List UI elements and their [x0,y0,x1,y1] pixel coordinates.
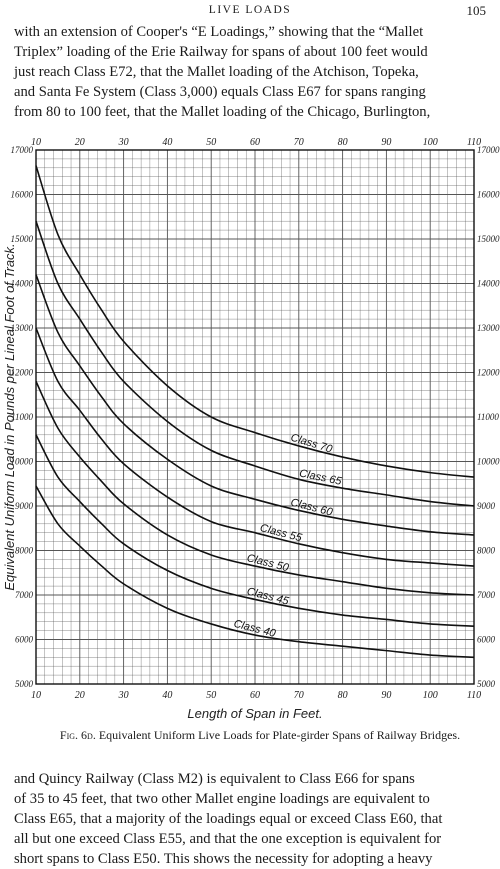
x-tick-label-bottom: 40 [162,690,173,701]
x-tick-label-top: 10 [31,137,41,148]
x-tick-label-bottom: 110 [466,690,482,701]
x-tick-label-top: 90 [381,137,392,148]
y-tick-label-right: 5000 [477,679,495,689]
x-tick-label-bottom: 30 [118,690,129,701]
x-tick-label-bottom: 60 [250,690,260,701]
text-line: and Quincy Railway (Class M2) is equivalent to Class E66 for spans [14,771,415,787]
figure-chart [0,130,500,728]
x-tick-label-bottom: 10 [31,690,41,701]
page-number: 105 [466,3,486,18]
x-tick-label-bottom: 80 [337,690,348,701]
x-tick-label-top: 110 [466,137,482,148]
text-line: short spans to Class E50. This shows the necessity for adopting a heavy [14,851,433,867]
y-tick-label-right: 14000 [477,278,500,289]
figure-caption [40,728,480,743]
text-line: Triplex” loading of the Erie Railway for spans of about 100 feet would [14,44,428,60]
y-tick-label-right: 17000 [477,145,500,155]
x-tick-label-bottom: 50 [206,690,217,701]
x-axis-label: Length of Span in Feet. [187,706,323,721]
chart-grid [36,150,474,684]
curve-label: Class 55 [258,522,304,545]
text-line: Class E65, that a majority of the loadings equal or exceed Class E60, that [14,811,443,827]
x-tick-label-bottom: 20 [74,690,85,701]
y-tick-label-left: 12000 [10,367,33,378]
caption-text: Equivalent Uniform Live Loads for Plate-girder Spans of Railway Bridges. [98,728,461,742]
y-tick-label-left: 13000 [10,323,33,333]
paragraph-top [14,22,488,122]
text-line: with an extension of Cooper's “E Loadings,” showing that the “Mallet [14,24,424,40]
y-tick-label-left: 11000 [11,412,33,422]
y-tick-label-left: 6000 [15,634,33,645]
y-tick-label-right: 6000 [477,634,495,645]
y-tick-label-right: 10000 [477,456,500,467]
y-tick-label-left: 8000 [15,545,33,556]
y-tick-label-right: 15000 [477,234,500,244]
y-tick-label-left: 16000 [10,189,33,200]
x-tick-label-bottom: 90 [381,690,392,701]
y-axis-label: Equivalent Uniform Load in Pounds per Lineal Foot of Track. [2,243,17,591]
x-tick-label-top: 30 [118,137,129,148]
running-title: LIVE LOADS [208,4,292,16]
curve-label: Class 60 [289,496,334,519]
curve-label: Class 70 [289,431,334,456]
y-tick-label-left: 5000 [15,679,33,689]
y-tick-label-right: 16000 [477,189,500,200]
chart-labels [232,432,343,641]
x-tick-label-top: 60 [250,137,260,148]
x-tick-label-top: 40 [162,137,173,148]
y-tick-label-left: 9000 [15,501,33,511]
curve-label: Class 45 [245,585,290,608]
text-line: and Santa Fe System (Class 3,000) equals Class E67 for spans ranging [14,84,426,100]
y-tick-label-left: 15000 [10,234,33,244]
y-tick-label-left: 7000 [15,590,33,600]
y-tick-label-right: 9000 [477,501,495,511]
x-tick-label-bottom: 100 [422,690,438,701]
x-tick-label-top: 50 [206,137,217,148]
y-tick-label-right: 13000 [477,323,500,333]
y-tick-label-right: 7000 [477,590,495,600]
x-tick-label-top: 80 [337,137,348,148]
x-tick-label-top: 100 [422,137,438,148]
curve-label: Class 65 [298,467,343,488]
y-tick-label-right: 11000 [477,412,499,422]
running-header [14,2,486,20]
paragraph-bottom [14,769,488,869]
x-tick-label-bottom: 70 [293,690,304,701]
text-line: from 80 to 100 feet, that the Mallet loading of the Chicago, Burlington, [14,104,431,120]
curve-label: Class 50 [245,552,290,575]
y-tick-label-left: 10000 [10,456,33,467]
figure-number: Fig. 6d. [59,728,96,742]
y-tick-label-right: 12000 [477,367,500,378]
y-tick-label-left: 17000 [10,145,33,155]
text-line: all but one exceed Class E55, and that the one exception is equivalent for [14,831,442,847]
y-tick-label-right: 8000 [477,545,495,556]
x-tick-label-top: 70 [293,137,304,148]
text-line: of 35 to 45 feet, that two other Mallet engine loadings are equivalent to [14,791,430,807]
x-tick-label-top: 20 [74,137,85,148]
y-tick-label-left: 14000 [10,278,33,289]
text-line: just reach Class E72, that the Mallet loading of the Atchison, Topeka, [14,64,419,80]
curve-label: Class 40 [232,617,277,640]
